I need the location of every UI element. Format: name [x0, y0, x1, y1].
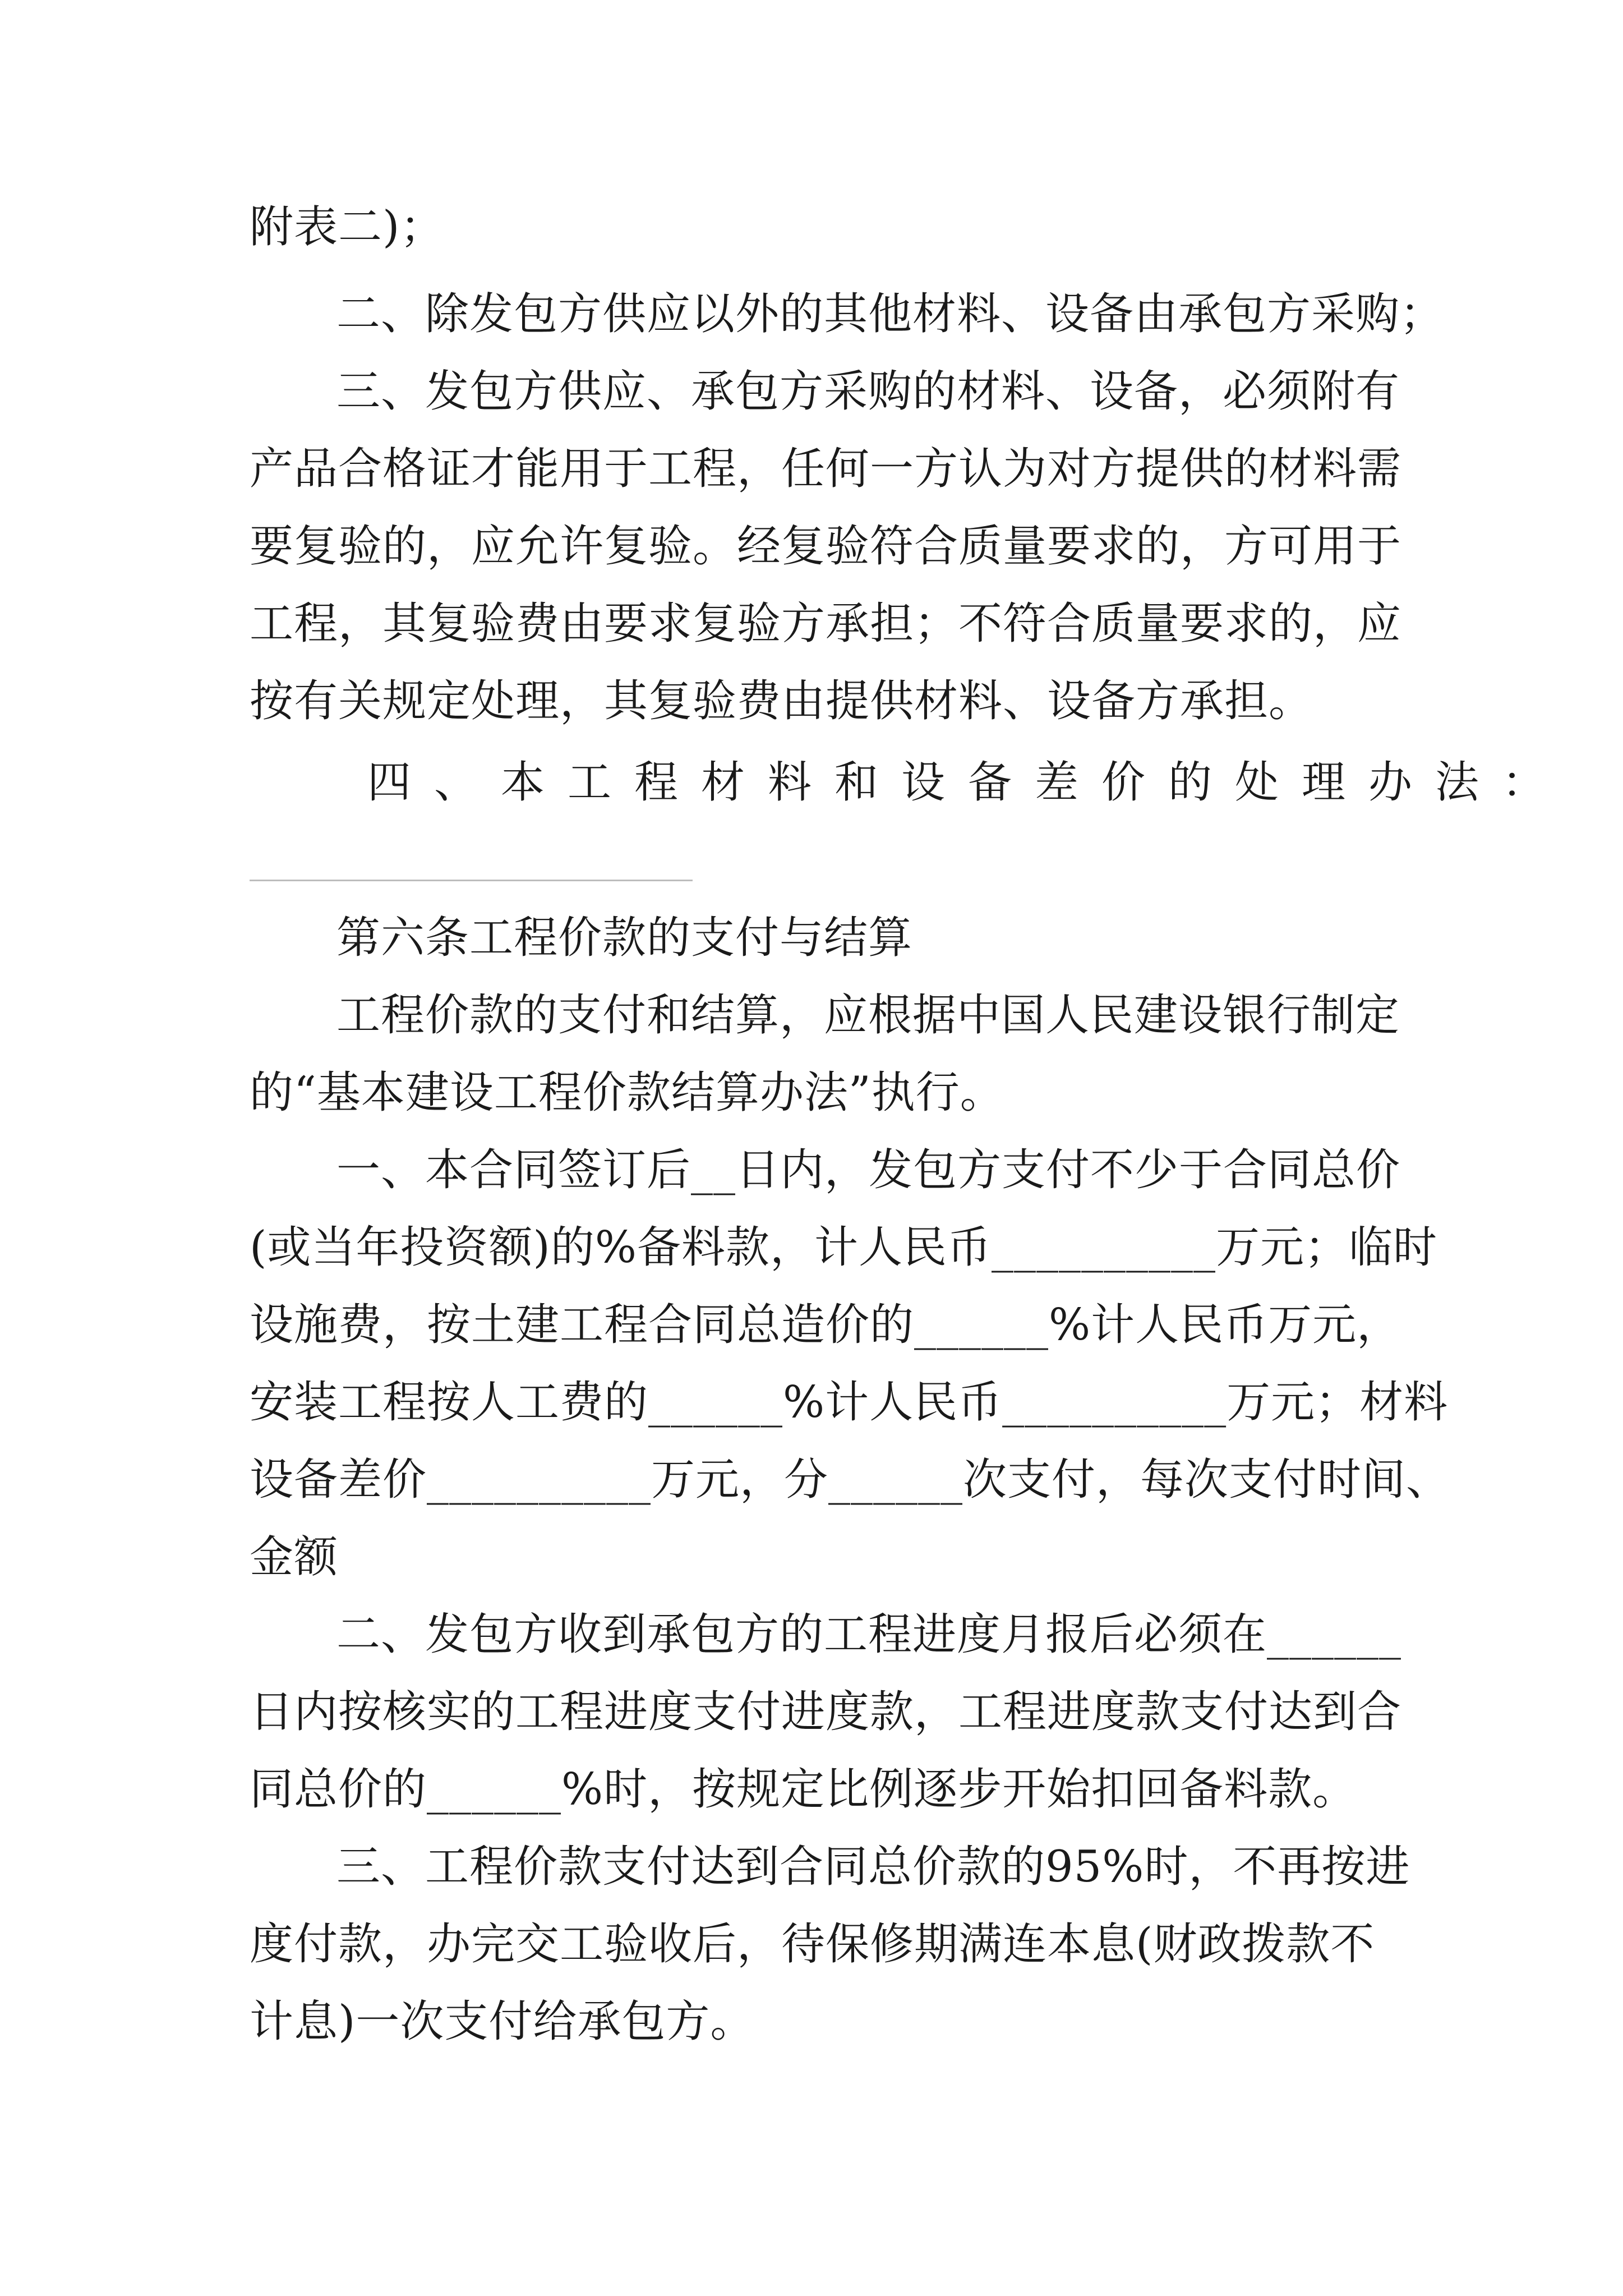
- text-line: 一、本合同签订后__日内，发包方支付不少于合同总价: [336, 1145, 1401, 1195]
- text-line: 四、本工程材料和设备差价的处理办法：: [367, 757, 1569, 808]
- text-line: 工程价款的支付和结算，应根据中国人民建设银行制定: [336, 990, 1400, 1041]
- text-line: 度付款，办完交工验收后，待保修期满连本息(财政拨款不: [250, 1919, 1375, 1970]
- text-line: 二、除发包方供应以外的其他材料、设备由承包方采购；: [336, 289, 1445, 339]
- text-line: 工程，其复验费由要求复验方承担；不符合质量要求的，应: [250, 599, 1402, 649]
- text-line: (或当年投资额)的%备料款，计人民币__________万元；临时: [250, 1222, 1437, 1273]
- text-line: 三、发包方供应、承包方采购的材料、设备，必须附有: [336, 366, 1400, 417]
- text-line: 计息)一次支付给承包方。: [250, 1996, 755, 2047]
- text-line: 要复验的，应允许复验。经复验符合质量要求的，方可用于: [250, 521, 1402, 572]
- text-line: 按有关规定处理，其复验费由提供材料、设备方承担。: [250, 676, 1313, 726]
- text-line: 设备差价__________万元，分______次支付，每次支付时间、: [250, 1455, 1451, 1505]
- text-line: 产品合格证才能用于工程，任何一方认为对方提供的材料需: [250, 444, 1402, 494]
- text-line: 同总价的______%时，按规定比例逐步开始扣回备料款。: [250, 1764, 1357, 1815]
- text-line: 日内按核实的工程进度支付进度款，工程进度款支付达到合: [250, 1687, 1402, 1737]
- text-line: 三、工程价款支付达到合同总价款的95%时，不再按进: [336, 1842, 1410, 1892]
- text-line: 附表二)；: [250, 202, 445, 252]
- text-line: 的“基本建设工程价款结算办法”执行。: [250, 1068, 1004, 1118]
- text-line: 安装工程按人工费的______%计人民币__________万元；材料: [250, 1377, 1449, 1428]
- text-line: 设施费，按土建工程合同总造价的______%计人民币万元，: [250, 1300, 1401, 1350]
- text-line: 二、发包方收到承包方的工程进度月报后必须在______: [336, 1609, 1402, 1660]
- section-heading: 第六条工程价款的支付与结算: [336, 913, 913, 963]
- horizontal-divider: [250, 880, 693, 881]
- text-line: 金额: [250, 1532, 339, 1582]
